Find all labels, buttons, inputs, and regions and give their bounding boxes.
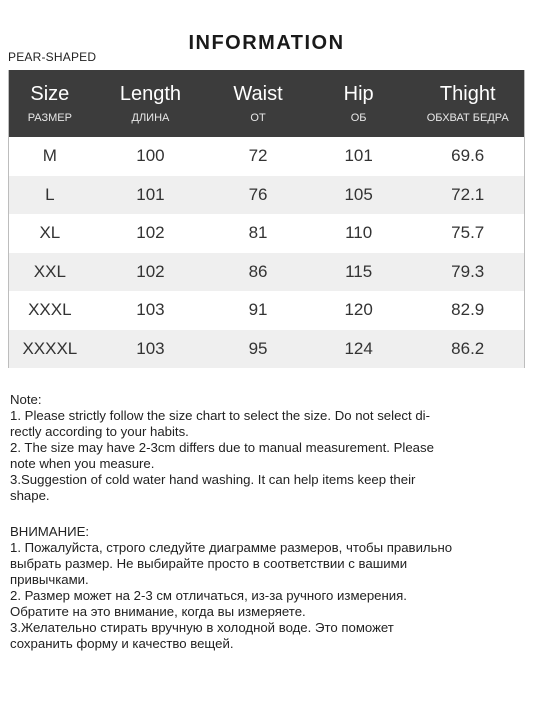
column-header-thigh: Thight ОБХВАТ БЕДРА xyxy=(426,83,509,124)
column-header-hip: Hip ОБ xyxy=(343,83,374,124)
waist-cell: 95 xyxy=(248,338,268,358)
waist-cell: 72 xyxy=(248,146,268,166)
table-row xyxy=(9,253,524,292)
size-cell: XXL xyxy=(33,261,66,281)
thigh-cell: 86.2 xyxy=(451,338,485,358)
note-line: 1. Please strictly follow the size chart to select the size. Do not select di- xyxy=(10,408,430,423)
notes-heading-ru: ВНИМАНИЕ: xyxy=(10,524,90,539)
waist-cell: 81 xyxy=(248,223,268,243)
thigh-cell: 75.7 xyxy=(451,223,485,243)
hip-cell: 120 xyxy=(344,300,373,320)
size-cell: M xyxy=(42,146,57,166)
notes-ru-body xyxy=(10,540,525,652)
note-line: 3.Suggestion of cold water hand washing. It can help items keep their xyxy=(10,472,416,487)
length-cell: 100 xyxy=(136,146,165,166)
size-cell: XXXXL xyxy=(22,338,78,358)
thigh-cell: 82.9 xyxy=(451,300,485,320)
hip-cell: 101 xyxy=(344,146,373,166)
note-line: 1. Пожалуйста, строго следуйте диаграмме размеров, чтобы правильно xyxy=(10,540,453,555)
column-header-waist: Waist ОТ xyxy=(233,83,283,124)
hip-cell: 110 xyxy=(345,223,373,243)
hip-cell: 115 xyxy=(345,261,373,281)
table-body xyxy=(9,137,524,368)
length-cell: 101 xyxy=(136,184,165,204)
thigh-cell: 69.6 xyxy=(451,146,485,166)
table-row xyxy=(9,330,524,369)
table-header xyxy=(9,70,524,137)
length-cell: 102 xyxy=(136,261,165,281)
notes-en-body xyxy=(10,408,525,504)
size-cell: XXXL xyxy=(28,300,72,320)
hip-cell: 124 xyxy=(344,338,373,358)
note-line: Обратите на это внимание, когда вы измеряете. xyxy=(10,604,306,619)
note-line: rectly according to your habits. xyxy=(10,424,189,439)
size-chart-table xyxy=(8,70,525,368)
note-line: shape. xyxy=(10,488,50,503)
table-row xyxy=(9,137,524,176)
note-line: 2. The size may have 2-3cm differs due to manual measurement. Please xyxy=(10,440,434,455)
waist-cell: 91 xyxy=(248,300,268,320)
thigh-cell: 72.1 xyxy=(451,184,485,204)
table-row xyxy=(9,214,524,253)
table-row xyxy=(9,176,524,215)
waist-cell: 86 xyxy=(248,261,268,281)
note-line: note when you measure. xyxy=(10,456,155,471)
length-cell: 103 xyxy=(136,338,165,358)
note-line: 3.Желательно стирать вручную в холодной воде. Это поможет xyxy=(10,620,394,635)
column-header-size: Size РАЗМЕР xyxy=(27,83,72,124)
notes-heading-en: Note: xyxy=(10,392,42,407)
note-line: привычками. xyxy=(10,572,89,587)
page-title: INFORMATION xyxy=(188,32,345,54)
shape-label: PEAR-SHAPED xyxy=(8,50,97,64)
note-line: выбрать размер. Не выбирайте просто в соответствии с вашими xyxy=(10,556,408,571)
size-cell: L xyxy=(45,184,55,204)
thigh-cell: 79.3 xyxy=(451,261,485,281)
note-line: 2. Размер может на 2-3 см отличаться, из-за ручного измерения. xyxy=(10,588,407,603)
column-header-length: Length ДЛИНА xyxy=(119,83,182,124)
length-cell: 102 xyxy=(136,223,165,243)
waist-cell: 76 xyxy=(248,184,268,204)
notes-section xyxy=(10,392,525,652)
size-cell: XL xyxy=(39,223,61,243)
length-cell: 103 xyxy=(136,300,165,320)
hip-cell: 105 xyxy=(344,184,373,204)
note-line: сохранить форму и качество вещей. xyxy=(10,636,234,651)
table-row xyxy=(9,291,524,330)
